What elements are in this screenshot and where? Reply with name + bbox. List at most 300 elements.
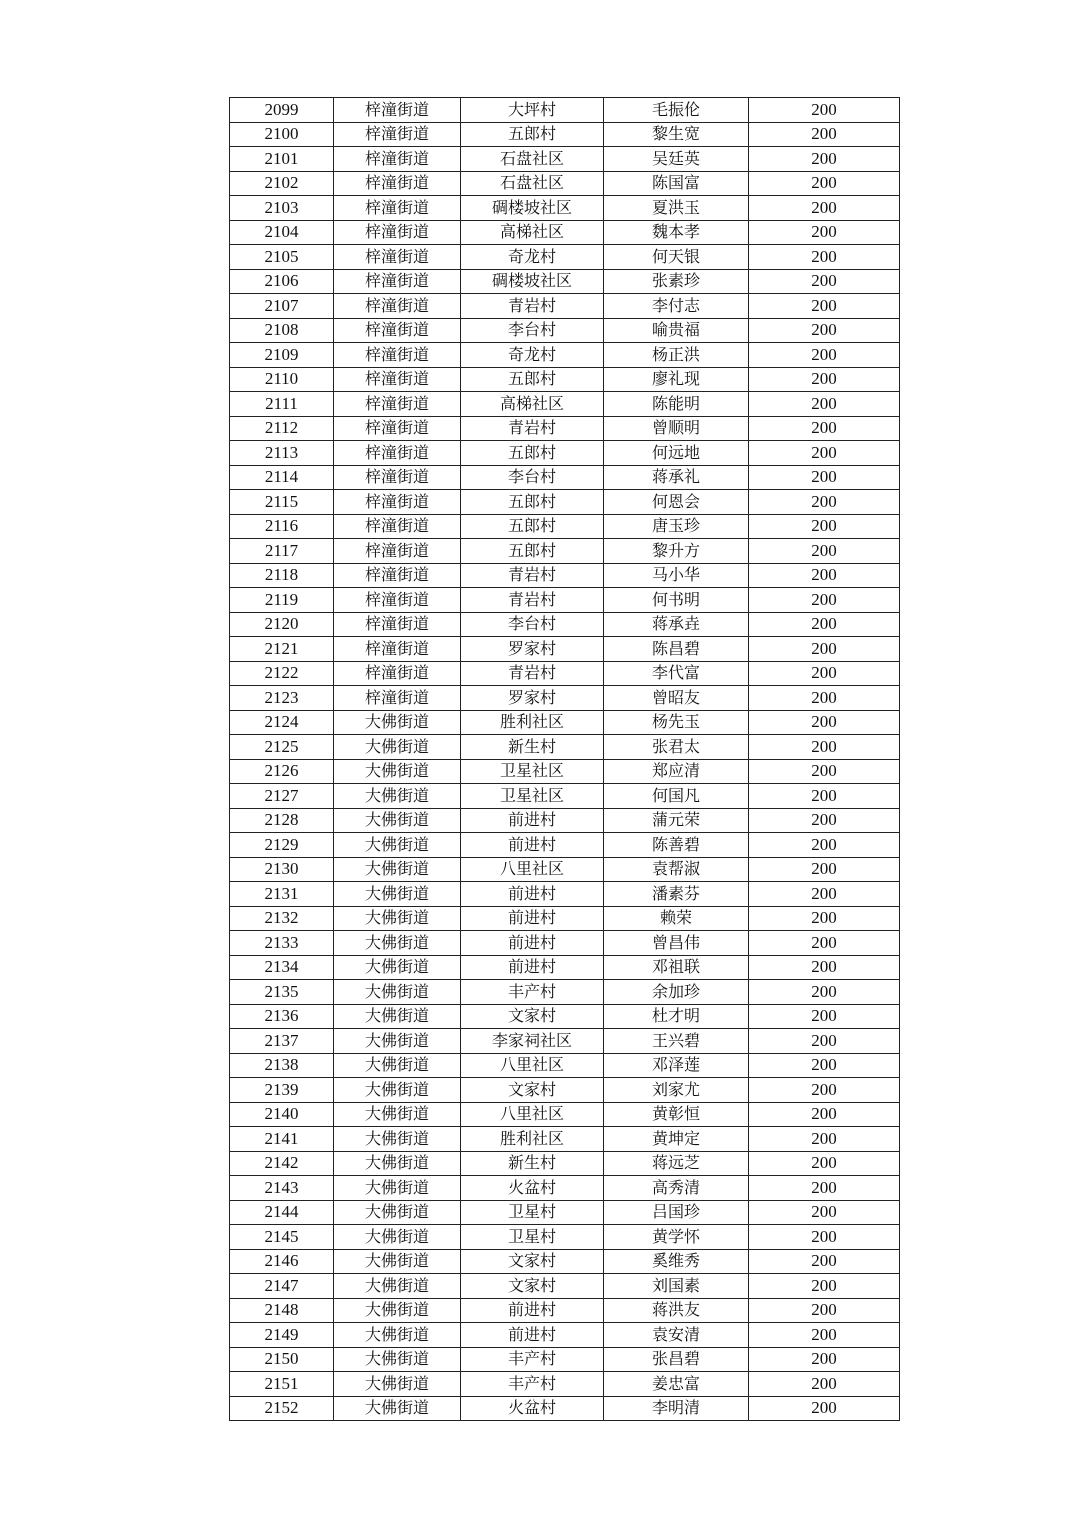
amount-cell: 200 [749,122,900,147]
street-cell: 大佛街道 [334,955,461,980]
amount-cell: 200 [749,857,900,882]
name-cell: 姜忠富 [604,1372,749,1397]
table-row [230,220,900,245]
street-cell: 梓潼街道 [334,563,461,588]
name-cell: 陈善碧 [604,833,749,858]
street-cell: 大佛街道 [334,857,461,882]
row-number-cell: 2129 [230,833,334,858]
amount-cell: 200 [749,784,900,809]
row-number-cell: 2099 [230,98,334,123]
amount-cell: 200 [749,465,900,490]
name-cell: 夏洪玉 [604,196,749,221]
table-row [230,661,900,686]
table-row [230,392,900,417]
amount-cell: 200 [749,1347,900,1372]
table-row [230,784,900,809]
community-cell: 八里社区 [461,857,604,882]
street-cell: 大佛街道 [334,1151,461,1176]
table-row [230,98,900,123]
name-cell: 何恩会 [604,490,749,515]
name-cell: 袁帮淑 [604,857,749,882]
table-row [230,416,900,441]
amount-cell: 200 [749,318,900,343]
name-cell: 杨正洪 [604,343,749,368]
street-cell: 大佛街道 [334,710,461,735]
row-number-cell: 2152 [230,1396,334,1421]
table-row [230,1323,900,1348]
community-cell: 李台村 [461,318,604,343]
row-number-cell: 2124 [230,710,334,735]
amount-cell: 200 [749,441,900,466]
row-number-cell: 2143 [230,1176,334,1201]
amount-cell: 200 [749,1029,900,1054]
name-cell: 吴廷英 [604,147,749,172]
row-number-cell: 2110 [230,367,334,392]
amount-cell: 200 [749,1396,900,1421]
street-cell: 梓潼街道 [334,171,461,196]
row-number-cell: 2138 [230,1053,334,1078]
street-cell: 梓潼街道 [334,612,461,637]
table-row [230,465,900,490]
row-number-cell: 2134 [230,955,334,980]
street-cell: 梓潼街道 [334,343,461,368]
name-cell: 黄学怀 [604,1225,749,1250]
community-cell: 五郎村 [461,367,604,392]
row-number-cell: 2104 [230,220,334,245]
street-cell: 梓潼街道 [334,318,461,343]
amount-cell: 200 [749,514,900,539]
table-row [230,539,900,564]
table-row [230,441,900,466]
street-cell: 梓潼街道 [334,465,461,490]
amount-cell: 200 [749,1274,900,1299]
amount-cell: 200 [749,735,900,760]
street-cell: 大佛街道 [334,906,461,931]
amount-cell: 200 [749,906,900,931]
row-number-cell: 2144 [230,1200,334,1225]
community-cell: 前进村 [461,882,604,907]
row-number-cell: 2135 [230,980,334,1005]
table-row [230,686,900,711]
community-cell: 胜利社区 [461,1127,604,1152]
amount-cell: 200 [749,563,900,588]
name-cell: 何书明 [604,588,749,613]
community-cell: 青岩村 [461,294,604,319]
amount-cell: 200 [749,343,900,368]
amount-cell: 200 [749,539,900,564]
row-number-cell: 2147 [230,1274,334,1299]
community-cell: 胜利社区 [461,710,604,735]
table-row [230,1102,900,1127]
name-cell: 蒲元荣 [604,808,749,833]
row-number-cell: 2127 [230,784,334,809]
row-number-cell: 2114 [230,465,334,490]
street-cell: 梓潼街道 [334,122,461,147]
row-number-cell: 2111 [230,392,334,417]
row-number-cell: 2105 [230,245,334,270]
street-cell: 梓潼街道 [334,245,461,270]
row-number-cell: 2136 [230,1004,334,1029]
amount-cell: 200 [749,416,900,441]
table-row [230,1298,900,1323]
row-number-cell: 2100 [230,122,334,147]
row-number-cell: 2118 [230,563,334,588]
name-cell: 蒋承垚 [604,612,749,637]
table-row [230,735,900,760]
street-cell: 梓潼街道 [334,490,461,515]
row-number-cell: 2103 [230,196,334,221]
amount-cell: 200 [749,661,900,686]
street-cell: 大佛街道 [334,1029,461,1054]
table-row [230,1396,900,1421]
amount-cell: 200 [749,1127,900,1152]
name-cell: 赖荣 [604,906,749,931]
community-cell: 前进村 [461,1298,604,1323]
community-cell: 奇龙村 [461,343,604,368]
amount-cell: 200 [749,245,900,270]
table-row [230,1200,900,1225]
table-row [230,147,900,172]
community-cell: 罗家村 [461,686,604,711]
name-cell: 魏本孝 [604,220,749,245]
table-row [230,196,900,221]
street-cell: 大佛街道 [334,1396,461,1421]
name-cell: 陈国富 [604,171,749,196]
row-number-cell: 2112 [230,416,334,441]
table-row [230,759,900,784]
street-cell: 大佛街道 [334,980,461,1005]
community-cell: 前进村 [461,931,604,956]
street-cell: 梓潼街道 [334,367,461,392]
community-cell: 火盆村 [461,1396,604,1421]
community-cell: 新生村 [461,1151,604,1176]
row-number-cell: 2102 [230,171,334,196]
table-row [230,294,900,319]
community-cell: 高梯社区 [461,392,604,417]
community-cell: 卫星村 [461,1200,604,1225]
table-row [230,122,900,147]
community-cell: 前进村 [461,1323,604,1348]
amount-cell: 200 [749,490,900,515]
name-cell: 廖礼现 [604,367,749,392]
table-row [230,318,900,343]
name-cell: 蒋远芝 [604,1151,749,1176]
amount-cell: 200 [749,612,900,637]
name-cell: 张昌碧 [604,1347,749,1372]
table-row [230,171,900,196]
row-number-cell: 2120 [230,612,334,637]
community-cell: 八里社区 [461,1053,604,1078]
amount-cell: 200 [749,980,900,1005]
row-number-cell: 2141 [230,1127,334,1152]
community-cell: 青岩村 [461,563,604,588]
name-cell: 刘国素 [604,1274,749,1299]
amount-cell: 200 [749,1200,900,1225]
table-row [230,833,900,858]
community-cell: 罗家村 [461,637,604,662]
amount-cell: 200 [749,1078,900,1103]
street-cell: 梓潼街道 [334,196,461,221]
community-cell: 文家村 [461,1078,604,1103]
community-cell: 卫星社区 [461,759,604,784]
street-cell: 大佛街道 [334,1298,461,1323]
name-cell: 黄坤定 [604,1127,749,1152]
amount-cell: 200 [749,833,900,858]
street-cell: 大佛街道 [334,808,461,833]
name-cell: 黎升方 [604,539,749,564]
street-cell: 大佛街道 [334,735,461,760]
row-number-cell: 2116 [230,514,334,539]
street-cell: 梓潼街道 [334,220,461,245]
name-cell: 刘家尤 [604,1078,749,1103]
name-cell: 袁安清 [604,1323,749,1348]
street-cell: 大佛街道 [334,1347,461,1372]
community-cell: 前进村 [461,808,604,833]
table-row [230,1347,900,1372]
street-cell: 大佛街道 [334,1053,461,1078]
row-number-cell: 2126 [230,759,334,784]
street-cell: 大佛街道 [334,1200,461,1225]
amount-cell: 200 [749,269,900,294]
name-cell: 李明清 [604,1396,749,1421]
table-row [230,710,900,735]
street-cell: 大佛街道 [334,1102,461,1127]
table-row [230,1053,900,1078]
community-cell: 石盘社区 [461,171,604,196]
table-row [230,1274,900,1299]
row-number-cell: 2150 [230,1347,334,1372]
amount-cell: 200 [749,1249,900,1274]
data-table [229,97,900,1421]
row-number-cell: 2131 [230,882,334,907]
amount-cell: 200 [749,882,900,907]
table-row [230,588,900,613]
amount-cell: 200 [749,171,900,196]
amount-cell: 200 [749,367,900,392]
amount-cell: 200 [749,1102,900,1127]
row-number-cell: 2119 [230,588,334,613]
community-cell: 八里社区 [461,1102,604,1127]
community-cell: 前进村 [461,955,604,980]
name-cell: 曾昌伟 [604,931,749,956]
name-cell: 马小华 [604,563,749,588]
table-row [230,1029,900,1054]
table-row [230,1127,900,1152]
community-cell: 火盆村 [461,1176,604,1201]
row-number-cell: 2109 [230,343,334,368]
community-cell: 奇龙村 [461,245,604,270]
amount-cell: 200 [749,1372,900,1397]
table-row [230,245,900,270]
street-cell: 大佛街道 [334,931,461,956]
community-cell: 五郎村 [461,441,604,466]
row-number-cell: 2130 [230,857,334,882]
community-cell: 青岩村 [461,588,604,613]
street-cell: 梓潼街道 [334,147,461,172]
amount-cell: 200 [749,759,900,784]
name-cell: 潘素芬 [604,882,749,907]
name-cell: 高秀清 [604,1176,749,1201]
table-row [230,882,900,907]
community-cell: 前进村 [461,833,604,858]
amount-cell: 200 [749,1323,900,1348]
row-number-cell: 2142 [230,1151,334,1176]
community-cell: 五郎村 [461,490,604,515]
street-cell: 梓潼街道 [334,514,461,539]
community-cell: 李台村 [461,465,604,490]
street-cell: 大佛街道 [334,1078,461,1103]
street-cell: 梓潼街道 [334,416,461,441]
street-cell: 梓潼街道 [334,269,461,294]
street-cell: 大佛街道 [334,1249,461,1274]
table-row [230,1225,900,1250]
community-cell: 文家村 [461,1274,604,1299]
street-cell: 梓潼街道 [334,392,461,417]
street-cell: 梓潼街道 [334,661,461,686]
community-cell: 新生村 [461,735,604,760]
amount-cell: 200 [749,637,900,662]
street-cell: 大佛街道 [334,1372,461,1397]
amount-cell: 200 [749,392,900,417]
table-row [230,1176,900,1201]
street-cell: 梓潼街道 [334,294,461,319]
table-row [230,955,900,980]
table-row [230,269,900,294]
table-row [230,563,900,588]
table-row [230,1004,900,1029]
name-cell: 喻贵福 [604,318,749,343]
row-number-cell: 2121 [230,637,334,662]
row-number-cell: 2117 [230,539,334,564]
community-cell: 李家祠社区 [461,1029,604,1054]
name-cell: 吕国珍 [604,1200,749,1225]
row-number-cell: 2140 [230,1102,334,1127]
name-cell: 蒋承礼 [604,465,749,490]
amount-cell: 200 [749,1151,900,1176]
table-row [230,343,900,368]
table-row [230,1078,900,1103]
name-cell: 张素珍 [604,269,749,294]
street-cell: 大佛街道 [334,1176,461,1201]
row-number-cell: 2108 [230,318,334,343]
row-number-cell: 2122 [230,661,334,686]
row-number-cell: 2146 [230,1249,334,1274]
amount-cell: 200 [749,220,900,245]
community-cell: 丰产村 [461,980,604,1005]
table-row [230,931,900,956]
amount-cell: 200 [749,931,900,956]
name-cell: 陈昌碧 [604,637,749,662]
table-row [230,906,900,931]
community-cell: 前进村 [461,906,604,931]
name-cell: 何远地 [604,441,749,466]
amount-cell: 200 [749,710,900,735]
amount-cell: 200 [749,1176,900,1201]
amount-cell: 200 [749,98,900,123]
table-row [230,637,900,662]
amount-cell: 200 [749,196,900,221]
table-row [230,514,900,539]
street-cell: 大佛街道 [334,1274,461,1299]
name-cell: 邓祖联 [604,955,749,980]
name-cell: 黎生宽 [604,122,749,147]
row-number-cell: 2125 [230,735,334,760]
table-row [230,980,900,1005]
name-cell: 曾顺明 [604,416,749,441]
name-cell: 陈能明 [604,392,749,417]
name-cell: 李代富 [604,661,749,686]
amount-cell: 200 [749,294,900,319]
street-cell: 大佛街道 [334,1323,461,1348]
street-cell: 大佛街道 [334,833,461,858]
table-row [230,490,900,515]
table-row [230,1249,900,1274]
table-body [230,98,900,1421]
street-cell: 梓潼街道 [334,588,461,613]
street-cell: 梓潼街道 [334,98,461,123]
table-row [230,367,900,392]
street-cell: 大佛街道 [334,1225,461,1250]
community-cell: 碉楼坡社区 [461,196,604,221]
amount-cell: 200 [749,1004,900,1029]
name-cell: 王兴碧 [604,1029,749,1054]
community-cell: 卫星村 [461,1225,604,1250]
name-cell: 何天银 [604,245,749,270]
amount-cell: 200 [749,588,900,613]
table-row [230,808,900,833]
row-number-cell: 2145 [230,1225,334,1250]
community-cell: 高梯社区 [461,220,604,245]
row-number-cell: 2132 [230,906,334,931]
row-number-cell: 2151 [230,1372,334,1397]
community-cell: 五郎村 [461,514,604,539]
street-cell: 大佛街道 [334,1004,461,1029]
name-cell: 张君太 [604,735,749,760]
amount-cell: 200 [749,147,900,172]
row-number-cell: 2128 [230,808,334,833]
name-cell: 蒋洪友 [604,1298,749,1323]
name-cell: 李付志 [604,294,749,319]
community-cell: 卫星社区 [461,784,604,809]
row-number-cell: 2115 [230,490,334,515]
name-cell: 曾昭友 [604,686,749,711]
row-number-cell: 2137 [230,1029,334,1054]
table-row [230,1372,900,1397]
name-cell: 奚维秀 [604,1249,749,1274]
name-cell: 杜才明 [604,1004,749,1029]
data-table-container [229,97,899,1421]
table-row [230,1151,900,1176]
community-cell: 青岩村 [461,416,604,441]
row-number-cell: 2149 [230,1323,334,1348]
row-number-cell: 2148 [230,1298,334,1323]
amount-cell: 200 [749,1298,900,1323]
row-number-cell: 2133 [230,931,334,956]
table-row [230,612,900,637]
name-cell: 何国凡 [604,784,749,809]
name-cell: 杨先玉 [604,710,749,735]
street-cell: 梓潼街道 [334,441,461,466]
name-cell: 郑应清 [604,759,749,784]
street-cell: 大佛街道 [334,784,461,809]
name-cell: 毛振伦 [604,98,749,123]
row-number-cell: 2123 [230,686,334,711]
row-number-cell: 2101 [230,147,334,172]
row-number-cell: 2139 [230,1078,334,1103]
community-cell: 丰产村 [461,1347,604,1372]
amount-cell: 200 [749,686,900,711]
amount-cell: 200 [749,1225,900,1250]
